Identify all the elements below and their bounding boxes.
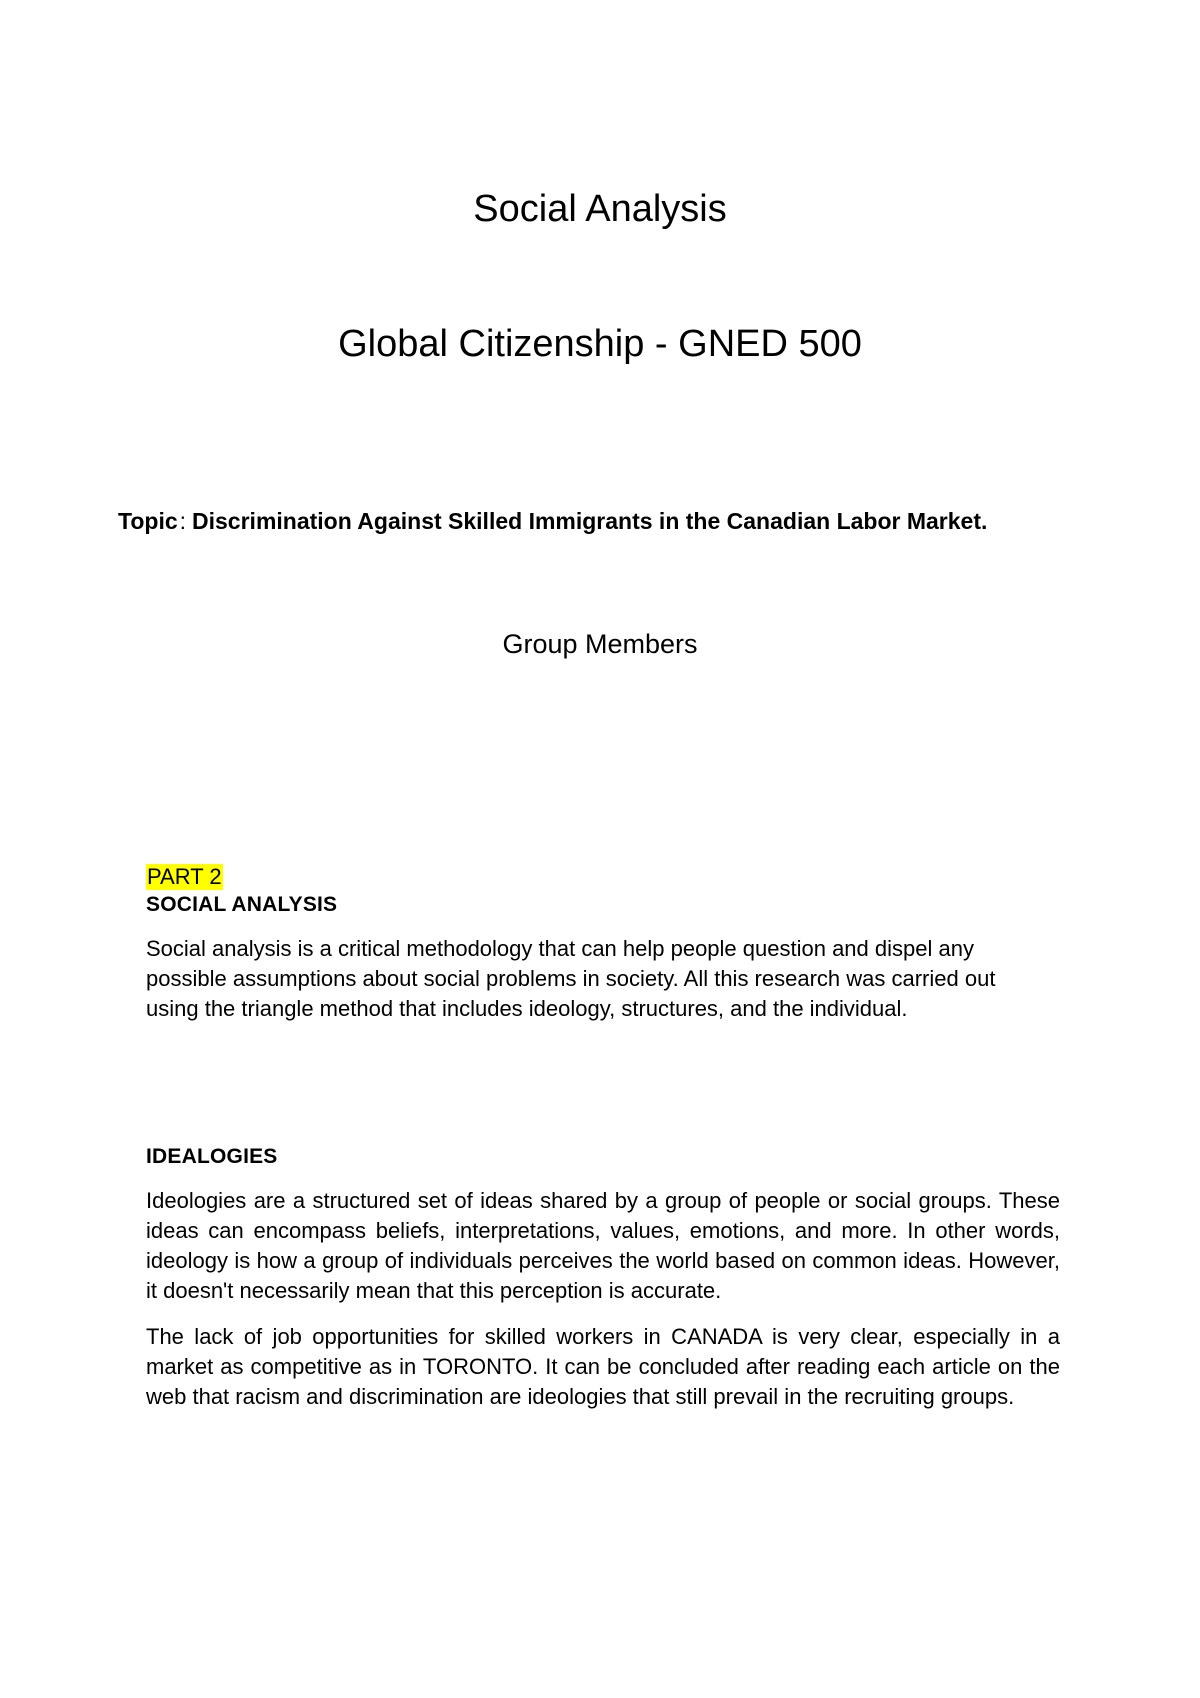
group-members-heading: Group Members xyxy=(502,629,698,659)
topic-colon: : xyxy=(179,508,187,534)
topic-line xyxy=(118,506,1118,536)
ideologies-heading: IDEALOGIES xyxy=(146,1145,278,1168)
document-title: Social Analysis xyxy=(473,188,727,230)
part-label: PART 2 xyxy=(147,864,222,889)
course-title: Global Citizenship - GNED 500 xyxy=(338,323,862,365)
topic-text: Discrimination Against Skilled Immigrants in the Canadian Labor Market. xyxy=(192,508,988,534)
ideologies-paragraph: The lack of job opportunities for skilled workers in CANADA is very clear, especially in a market as competitive as in TORONTO. It can be concluded after reading each article on the web that racism and discrimination are ideologies that still prevail in the recruiting groups. xyxy=(146,1324,1060,1409)
ideologies-section xyxy=(146,1142,1060,1412)
topic-label: Topic xyxy=(118,508,178,534)
social-analysis-heading: SOCIAL ANALYSIS xyxy=(146,893,338,916)
social-analysis-paragraph: Social analysis is a critical methodology that can help people question and dispel any possible assumptions about social problems in society. All this research was carried out using the triangle method that includes ideology, structures, and the individual. xyxy=(146,936,996,1021)
ideologies-paragraph: Ideologies are a structured set of ideas shared by a group of people or social groups. These ideas can encompass beliefs, interpretations, values, emotions, and more. In other words, ideology is how a group of individuals perceives the world based on common ideas. However, it doesn't necessarily mean that this perception is accurate. xyxy=(146,1188,1060,1303)
part-label-row xyxy=(146,864,1060,890)
content-body xyxy=(146,864,1060,1412)
